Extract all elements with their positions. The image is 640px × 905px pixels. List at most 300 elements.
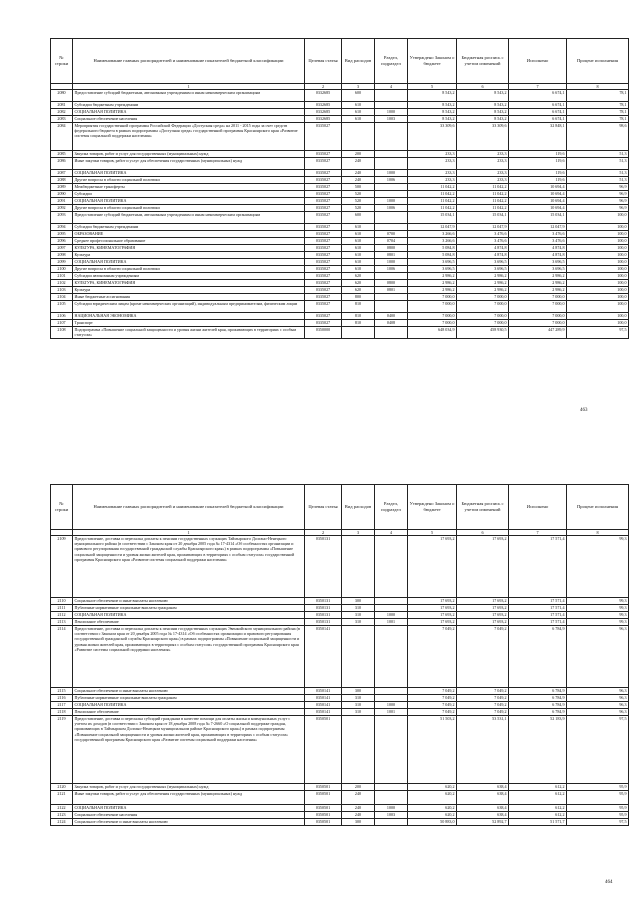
percent-cell: 99,3 xyxy=(567,605,629,612)
section-cell xyxy=(375,695,408,702)
percent-cell: 95,9 xyxy=(567,791,629,805)
row-name-cell: Субсидии бюджетным учреждениям xyxy=(73,224,305,231)
row-number-cell: 2094 xyxy=(51,224,73,231)
row-number-cell: 2111 xyxy=(51,605,73,612)
header-expense-type: Вид расходов xyxy=(342,485,375,530)
row-number-cell: 2124 xyxy=(51,819,73,826)
percent-cell: 100,0 xyxy=(567,212,629,224)
table-row xyxy=(51,184,629,191)
percent-cell: 100,0 xyxy=(567,266,629,273)
header-executed: Исполнено xyxy=(509,39,567,84)
row-number-cell: 2093 xyxy=(51,212,73,224)
header-row-number: № строки xyxy=(51,39,73,84)
section-cell xyxy=(375,327,408,339)
header-section: Раздел, подраздел xyxy=(375,39,408,84)
table-row xyxy=(51,212,629,224)
approved-cell: 233,3 xyxy=(408,151,457,158)
table-row xyxy=(51,294,629,301)
column-number: 5 xyxy=(408,84,457,90)
row-number-cell: 2120 xyxy=(51,784,73,791)
expense-type-cell: 240 xyxy=(342,158,375,170)
executed-cell: 32 848,1 xyxy=(509,123,567,151)
header-name: Наименование главных распорядителей и наименование показателей бюджетной классификации xyxy=(73,39,305,84)
target-article-cell: 0350501 xyxy=(305,784,342,791)
row-name-cell: СОЦИАЛЬНАЯ ПОЛИТИКА xyxy=(73,259,305,266)
executed-cell: 2 986,2 xyxy=(509,273,567,280)
expense-type-cell: 300 xyxy=(342,819,375,826)
row-number-cell: 2104 xyxy=(51,294,73,301)
executed-cell: 6 784,9 xyxy=(509,626,567,688)
percent-cell: 96,3 xyxy=(567,702,629,709)
approved-cell: 17 693,2 xyxy=(408,536,457,598)
section-cell: 0801 xyxy=(375,252,408,259)
target-article-cell: 0335027 xyxy=(305,191,342,198)
row-name-cell: Транспорт xyxy=(73,320,305,327)
percent-cell: 100,0 xyxy=(567,294,629,301)
schedule-cell: 8 543,2 xyxy=(457,116,509,123)
executed-cell: 4 874,8 xyxy=(509,252,567,259)
percent-cell: 78,1 xyxy=(567,102,629,109)
approved-cell: 5 084,8 xyxy=(408,252,457,259)
table-row xyxy=(51,313,629,320)
executed-cell: 7 000,0 xyxy=(509,320,567,327)
percent-cell: 96,9 xyxy=(567,191,629,198)
schedule-cell: 17 693,2 xyxy=(457,605,509,612)
target-article-cell: 0335027 xyxy=(305,170,342,177)
column-number: 8 xyxy=(567,84,629,90)
executed-cell: 119,6 xyxy=(509,170,567,177)
row-number-cell: 2103 xyxy=(51,287,73,294)
row-number-cell: 2121 xyxy=(51,791,73,805)
section-cell xyxy=(375,158,408,170)
row-name-cell: Социальное обеспечение населения xyxy=(73,116,305,123)
header-approved: Утверждено Законом о бюджете xyxy=(408,485,457,530)
schedule-cell: 638,4 xyxy=(457,805,509,812)
executed-cell: 52 183,9 xyxy=(509,716,567,784)
expense-type-cell: 310 xyxy=(342,709,375,716)
header-name: Наименование главных распорядителей и наименование показателей бюджетной классификации xyxy=(73,485,305,530)
table-row xyxy=(51,151,629,158)
executed-cell: 17 571,4 xyxy=(509,605,567,612)
column-number: 5 xyxy=(408,530,457,536)
percent-cell: 51,3 xyxy=(567,177,629,184)
table-row xyxy=(51,805,629,812)
section-cell: 0801 xyxy=(375,287,408,294)
target-article-cell: 0350000 xyxy=(305,327,342,339)
schedule-cell: 638,4 xyxy=(457,812,509,819)
section-cell xyxy=(375,784,408,791)
column-number: 4 xyxy=(375,84,408,90)
header-expense-type: Вид расходов xyxy=(342,39,375,84)
percent-cell: 78,1 xyxy=(567,109,629,116)
table-row xyxy=(51,123,629,151)
row-name-cell: Социальное обеспечение и иные выплаты населению xyxy=(73,688,305,695)
executed-cell: 17 571,4 xyxy=(509,612,567,619)
executed-cell: 2 986,2 xyxy=(509,280,567,287)
header-target-article: Целевая статья xyxy=(305,39,342,84)
row-name-cell: Другие вопросы в области социальной политики xyxy=(73,266,305,273)
executed-cell: 612,2 xyxy=(509,812,567,819)
expense-type-cell: 310 xyxy=(342,695,375,702)
table-row xyxy=(51,191,629,198)
row-name-cell: Публичные нормативные социальные выплаты гражданам xyxy=(73,695,305,702)
section-cell: 1000 xyxy=(375,805,408,812)
table-row xyxy=(51,266,629,273)
expense-type-cell: 520 xyxy=(342,198,375,205)
percent-cell: 100,0 xyxy=(567,320,629,327)
section-cell xyxy=(375,224,408,231)
section-cell xyxy=(375,301,408,313)
row-name-cell: Социальное обеспечение населения xyxy=(73,812,305,819)
schedule-cell: 2 986,2 xyxy=(457,287,509,294)
row-name-cell: СОЦИАЛЬНАЯ ПОЛИТИКА xyxy=(73,170,305,177)
target-article-cell: 0350131 xyxy=(305,598,342,605)
schedule-cell: 7 000,0 xyxy=(457,294,509,301)
executed-cell: 6 674,1 xyxy=(509,90,567,102)
schedule-cell: 4 874,8 xyxy=(457,245,509,252)
row-name-cell: СОЦИАЛЬНАЯ ПОЛИТИКА xyxy=(73,109,305,116)
percent-cell: 100,0 xyxy=(567,231,629,238)
section-cell xyxy=(375,688,408,695)
report-page-463 xyxy=(50,38,628,339)
row-number-cell: 2107 xyxy=(51,320,73,327)
header-percent: Процент исполнения xyxy=(567,485,629,530)
row-number-cell: 2080 xyxy=(51,90,73,102)
executed-cell: 119,6 xyxy=(509,151,567,158)
row-number-cell: 2088 xyxy=(51,177,73,184)
target-article-cell: 0335027 xyxy=(305,273,342,280)
approved-cell: 8 543,2 xyxy=(408,102,457,109)
section-cell xyxy=(375,819,408,826)
approved-cell: 620,2 xyxy=(408,784,457,791)
target-article-cell: 0350141 xyxy=(305,695,342,702)
executed-cell: 3 696,5 xyxy=(509,266,567,273)
section-cell: 1006 xyxy=(375,177,408,184)
section-cell: 0704 xyxy=(375,238,408,245)
percent-cell: 99,3 xyxy=(567,536,629,598)
target-article-cell: 0335027 xyxy=(305,252,342,259)
row-name-cell: Другие вопросы в области социальной политики xyxy=(73,177,305,184)
row-name-cell: Культура xyxy=(73,287,305,294)
executed-cell: 17 571,4 xyxy=(509,619,567,626)
table-row xyxy=(51,170,629,177)
approved-cell: 7 000,0 xyxy=(408,320,457,327)
expense-type-cell: 200 xyxy=(342,784,375,791)
percent-cell: 96,3 xyxy=(567,695,629,702)
approved-cell: 17 693,2 xyxy=(408,598,457,605)
section-cell xyxy=(375,294,408,301)
expense-type-cell xyxy=(342,327,375,339)
section-cell: 1000 xyxy=(375,109,408,116)
row-name-cell: Иные закупки товаров, работ и услуг для обеспечения государственных (муниципальных) нужд xyxy=(73,791,305,805)
row-number-cell: 2105 xyxy=(51,301,73,313)
percent-cell: 95,9 xyxy=(567,784,629,791)
table-row xyxy=(51,109,629,116)
table-row xyxy=(51,320,629,327)
section-cell: 1000 xyxy=(375,170,408,177)
header-approved: Утверждено Законом о бюджете xyxy=(408,39,457,84)
schedule-cell: 7 000,0 xyxy=(457,320,509,327)
table-row xyxy=(51,90,629,102)
section-cell: 1000 xyxy=(375,198,408,205)
section-cell xyxy=(375,273,408,280)
percent-cell: 51,3 xyxy=(567,170,629,177)
executed-cell: 7 000,0 xyxy=(509,294,567,301)
executed-cell: 6 784,9 xyxy=(509,702,567,709)
row-number-cell: 2109 xyxy=(51,536,73,598)
row-number-cell: 2108 xyxy=(51,327,73,339)
executed-cell: 7 000,0 xyxy=(509,301,567,313)
row-name-cell: Другие вопросы в области социальной политики xyxy=(73,205,305,212)
expense-type-cell: 310 xyxy=(342,612,375,619)
schedule-cell: 3 476,6 xyxy=(457,238,509,245)
row-number-cell: 2084 xyxy=(51,123,73,151)
schedule-cell: 458 930,5 xyxy=(457,327,509,339)
row-number-cell: 2106 xyxy=(51,313,73,320)
approved-cell: 620,2 xyxy=(408,805,457,812)
row-number-cell: 2087 xyxy=(51,170,73,177)
table-row xyxy=(51,695,629,702)
expense-type-cell: 300 xyxy=(342,598,375,605)
section-cell xyxy=(375,151,408,158)
schedule-cell: 233,3 xyxy=(457,151,509,158)
target-article-cell: 0335027 xyxy=(305,184,342,191)
header-executed: Исполнено xyxy=(509,485,567,530)
schedule-cell: 15 034,1 xyxy=(457,212,509,224)
schedule-cell: 4 874,8 xyxy=(457,252,509,259)
table-row xyxy=(51,158,629,170)
expense-type-cell: 240 xyxy=(342,805,375,812)
row-number-cell: 2114 xyxy=(51,626,73,688)
column-number: 2 xyxy=(305,530,342,536)
schedule-cell: 2 986,2 xyxy=(457,280,509,287)
expense-type-cell: 610 xyxy=(342,238,375,245)
row-name-cell: Мероприятия государственной программы Российской Федерации «Доступная среда» на 2011 - 2015 годы за счет средств федерального бюджета в рамках подпрограммы «Доступная среда» государственной программы Красноярского края «Развитие системы социальной поддержки населения» xyxy=(73,123,305,151)
table-row xyxy=(51,626,629,688)
report-page-464 xyxy=(50,484,628,826)
expense-type-cell: 310 xyxy=(342,605,375,612)
table-row xyxy=(51,536,629,598)
schedule-cell: 233,3 xyxy=(457,177,509,184)
executed-cell: 612,2 xyxy=(509,791,567,805)
row-number-cell: 2096 xyxy=(51,238,73,245)
target-article-cell: 0350501 xyxy=(305,805,342,812)
percent-cell: 96,3 xyxy=(567,688,629,695)
table-row xyxy=(51,619,629,626)
expense-type-cell: 810 xyxy=(342,301,375,313)
approved-cell: 7 049,2 xyxy=(408,709,457,716)
row-name-cell: КУЛЬТУРА, КИНЕМАТОГРАФИЯ xyxy=(73,245,305,252)
table-body xyxy=(51,90,629,339)
section-cell xyxy=(375,123,408,151)
target-article-cell: 0335027 xyxy=(305,231,342,238)
percent-cell: 96,3 xyxy=(567,709,629,716)
approved-cell: 12 047,9 xyxy=(408,224,457,231)
target-article-cell: 0332685 xyxy=(305,109,342,116)
section-cell xyxy=(375,626,408,688)
percent-cell: 51,3 xyxy=(567,158,629,170)
schedule-cell: 2 986,2 xyxy=(457,273,509,280)
percent-cell: 97,5 xyxy=(567,327,629,339)
section-cell xyxy=(375,716,408,784)
target-article-cell: 0350501 xyxy=(305,716,342,784)
header-percent: Процент исполнения xyxy=(567,39,629,84)
target-article-cell: 0350131 xyxy=(305,605,342,612)
approved-cell: 7 049,2 xyxy=(408,688,457,695)
table-row xyxy=(51,224,629,231)
approved-cell: 7 049,2 xyxy=(408,695,457,702)
schedule-cell: 33 309,6 xyxy=(457,123,509,151)
expense-type-cell: 200 xyxy=(342,151,375,158)
row-name-cell: Предоставление, доставка и пересылка доплаты к пенсиям государственных служащих Эвенкийского муниципального района (в соответствии с Законом края от 20 декабря 2005 года № 17-4314 «Об особенностях организации и правового регулирования государственной гражданской службы Красноярского края») в рамках подпрограммы «Повышение социальной защищенности и уровня жизни жителей края, проживающих в территориях с особым статусом» государственной программы Красноярского края «Развитие системы социальной поддержки населения» xyxy=(73,626,305,688)
percent-cell: 100,0 xyxy=(567,224,629,231)
target-article-cell: 0332685 xyxy=(305,90,342,102)
table-row xyxy=(51,612,629,619)
percent-cell: 99,3 xyxy=(567,619,629,626)
percent-cell: 100,0 xyxy=(567,273,629,280)
column-number: 6 xyxy=(457,530,509,536)
target-article-cell: 0350131 xyxy=(305,612,342,619)
percent-cell: 100,0 xyxy=(567,238,629,245)
row-name-cell: Пенсионное обеспечение xyxy=(73,619,305,626)
percent-cell: 97,5 xyxy=(567,716,629,784)
table-row xyxy=(51,791,629,805)
row-name-cell: Социальное обеспечение и иные выплаты населению xyxy=(73,819,305,826)
table-row xyxy=(51,102,629,109)
row-name-cell: Закупка товаров, работ и услуг для государственных (муниципальных) нужд xyxy=(73,784,305,791)
column-number: 3 xyxy=(342,530,375,536)
percent-cell: 95,9 xyxy=(567,805,629,812)
target-article-cell: 0350501 xyxy=(305,812,342,819)
expense-type-cell: 600 xyxy=(342,212,375,224)
row-name-cell: Среднее профессиональное образование xyxy=(73,238,305,245)
schedule-cell: 638,4 xyxy=(457,784,509,791)
approved-cell: 33 309,6 xyxy=(408,123,457,151)
executed-cell: 10 694,4 xyxy=(509,191,567,198)
percent-cell: 78,1 xyxy=(567,116,629,123)
target-article-cell: 0350131 xyxy=(305,536,342,598)
target-article-cell: 0335027 xyxy=(305,123,342,151)
section-cell: 1006 xyxy=(375,266,408,273)
target-article-cell: 0350131 xyxy=(305,619,342,626)
row-number-cell: 2083 xyxy=(51,116,73,123)
target-article-cell: 0350501 xyxy=(305,819,342,826)
approved-cell: 7 049,2 xyxy=(408,702,457,709)
approved-cell: 15 034,1 xyxy=(408,212,457,224)
executed-cell: 10 694,4 xyxy=(509,205,567,212)
section-cell: 1003 xyxy=(375,116,408,123)
section-cell: 1000 xyxy=(375,259,408,266)
row-number-cell: 2085 xyxy=(51,151,73,158)
expense-type-cell: 240 xyxy=(342,170,375,177)
percent-cell: 78,1 xyxy=(567,90,629,102)
percent-cell: 98,6 xyxy=(567,123,629,151)
section-cell xyxy=(375,212,408,224)
row-name-cell: Культура xyxy=(73,252,305,259)
expense-type-cell: 600 xyxy=(342,90,375,102)
table-row xyxy=(51,287,629,294)
expense-type-cell: 810 xyxy=(342,320,375,327)
approved-cell: 11 042,2 xyxy=(408,191,457,198)
approved-cell: 233,3 xyxy=(408,158,457,170)
header-target-article: Целевая статья xyxy=(305,485,342,530)
expense-type-cell xyxy=(342,123,375,151)
approved-cell: 620,2 xyxy=(408,812,457,819)
schedule-cell: 233,3 xyxy=(457,170,509,177)
approved-cell: 7 049,2 xyxy=(408,626,457,688)
table-row xyxy=(51,702,629,709)
expense-type-cell: 620 xyxy=(342,287,375,294)
approved-cell: 7 000,0 xyxy=(408,301,457,313)
column-number: 2 xyxy=(305,84,342,90)
schedule-cell: 11 042,2 xyxy=(457,184,509,191)
row-name-cell: Социальное обеспечение и иные выплаты населению xyxy=(73,598,305,605)
expense-type-cell: 610 xyxy=(342,266,375,273)
approved-cell: 11 042,2 xyxy=(408,198,457,205)
expense-type-cell: 520 xyxy=(342,205,375,212)
target-article-cell: 0335027 xyxy=(305,245,342,252)
percent-cell: 96,9 xyxy=(567,184,629,191)
row-number-cell: 2115 xyxy=(51,688,73,695)
expense-type-cell: 500 xyxy=(342,184,375,191)
target-article-cell: 0335027 xyxy=(305,287,342,294)
row-number-cell: 2081 xyxy=(51,102,73,109)
expense-type-cell: 800 xyxy=(342,294,375,301)
expense-type-cell: 240 xyxy=(342,791,375,805)
column-number: 4 xyxy=(375,530,408,536)
row-name-cell: Предоставление субсидий бюджетным, автономным учреждениям и иным некоммерческим организациям xyxy=(73,90,305,102)
executed-cell: 17 571,4 xyxy=(509,536,567,598)
schedule-cell: 7 000,0 xyxy=(457,301,509,313)
percent-cell: 100,0 xyxy=(567,259,629,266)
table-row xyxy=(51,812,629,819)
section-cell xyxy=(375,598,408,605)
expense-type-cell: 240 xyxy=(342,177,375,184)
approved-cell: 3 696,5 xyxy=(408,266,457,273)
schedule-cell: 638,4 xyxy=(457,791,509,805)
column-number: 8 xyxy=(567,530,629,536)
approved-cell: 620,2 xyxy=(408,791,457,805)
schedule-cell: 17 693,2 xyxy=(457,619,509,626)
row-number-cell: 2122 xyxy=(51,805,73,812)
schedule-cell: 11 042,2 xyxy=(457,198,509,205)
target-article-cell: 0350501 xyxy=(305,791,342,805)
target-article-cell: 0332685 xyxy=(305,116,342,123)
executed-cell: 15 034,1 xyxy=(509,212,567,224)
executed-cell: 6 784,9 xyxy=(509,688,567,695)
row-number-cell: 2095 xyxy=(51,231,73,238)
section-cell: 1000 xyxy=(375,612,408,619)
budget-table-page-464 xyxy=(50,484,629,826)
table-header-row xyxy=(51,485,629,530)
approved-cell: 17 693,2 xyxy=(408,605,457,612)
percent-cell: 100,0 xyxy=(567,301,629,313)
percent-cell: 97,5 xyxy=(567,819,629,826)
target-article-cell: 0335027 xyxy=(305,177,342,184)
column-number: 7 xyxy=(509,84,567,90)
schedule-cell: 7 049,2 xyxy=(457,709,509,716)
section-cell: 0408 xyxy=(375,320,408,327)
approved-cell: 50 883,0 xyxy=(408,819,457,826)
table-row xyxy=(51,259,629,266)
table-row xyxy=(51,231,629,238)
schedule-cell: 11 042,2 xyxy=(457,191,509,198)
section-cell: 1003 xyxy=(375,812,408,819)
percent-cell: 100,0 xyxy=(567,252,629,259)
row-number-cell: 2090 xyxy=(51,191,73,198)
percent-cell: 96,9 xyxy=(567,198,629,205)
column-number: 6 xyxy=(457,84,509,90)
